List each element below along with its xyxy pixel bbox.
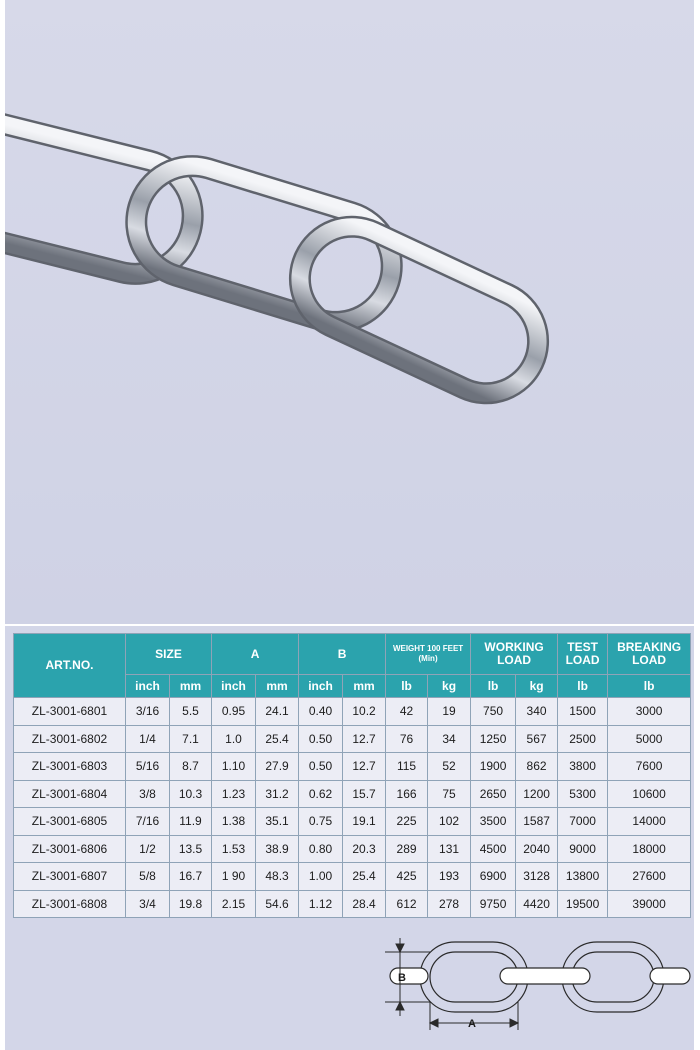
table-cell: 28.4 (343, 890, 386, 918)
table-cell: 2650 (471, 780, 516, 808)
working-load-line2: LOAD (497, 653, 532, 667)
test-load-line2: LOAD (565, 653, 600, 667)
table-cell: 1/2 (126, 835, 170, 863)
table-cell: 278 (428, 890, 471, 918)
table-cell: 5.5 (170, 698, 212, 726)
table-cell: 5300 (558, 780, 608, 808)
table-cell: 1587 (516, 808, 558, 836)
table-cell: 750 (471, 698, 516, 726)
unit-header: kg (428, 675, 471, 698)
chain-links-image (5, 0, 694, 624)
table-cell: 102 (428, 808, 471, 836)
table-cell: 2500 (558, 725, 608, 753)
table-cell: 612 (386, 890, 428, 918)
table-cell: 3128 (516, 863, 558, 891)
table-cell: 9000 (558, 835, 608, 863)
table-cell: 25.4 (343, 863, 386, 891)
dimension-b-label: B (398, 972, 406, 984)
table-cell: 35.1 (256, 808, 299, 836)
table-cell: 0.40 (299, 698, 343, 726)
unit-header: lb (471, 675, 516, 698)
unit-header: mm (256, 675, 299, 698)
table-cell: 3800 (558, 753, 608, 781)
chain-link-right (283, 210, 555, 411)
table-cell: 14000 (608, 808, 691, 836)
table-cell: 3/16 (126, 698, 170, 726)
art-no-cell: ZL-3001-6801 (14, 698, 126, 726)
table-cell: 39000 (608, 890, 691, 918)
table-cell: 18000 (608, 835, 691, 863)
table-cell: 0.80 (299, 835, 343, 863)
table-cell: 0.62 (299, 780, 343, 808)
table-cell: 10600 (608, 780, 691, 808)
table-row (14, 863, 691, 891)
table-cell: 1.12 (299, 890, 343, 918)
spec-table (13, 633, 691, 918)
art-no-cell: ZL-3001-6804 (14, 780, 126, 808)
table-cell: 15.7 (343, 780, 386, 808)
weight-header-line1: WEIGHT 100 FEET (392, 644, 464, 653)
table-cell: 0.95 (212, 698, 256, 726)
size-header: SIZE (126, 634, 212, 675)
table-cell: 19.8 (170, 890, 212, 918)
table-body (14, 698, 691, 918)
art-no-header: ART.NO. (14, 634, 126, 698)
table-cell: 7.1 (170, 725, 212, 753)
table-cell: 0.50 (299, 725, 343, 753)
table-cell: 3500 (471, 808, 516, 836)
table-cell: 31.2 (256, 780, 299, 808)
table-cell: 10.3 (170, 780, 212, 808)
table-cell: 10.2 (343, 698, 386, 726)
header-row (14, 634, 691, 675)
breaking-load-line1: BREAKING (617, 640, 682, 654)
table-cell: 1900 (471, 753, 516, 781)
table-cell: 3000 (608, 698, 691, 726)
unit-header: lb (386, 675, 428, 698)
working-load-line1: WORKING (484, 640, 544, 654)
table-cell: 0.50 (299, 753, 343, 781)
table-cell: 0.75 (299, 808, 343, 836)
table-cell: 5/16 (126, 753, 170, 781)
table-cell: 34 (428, 725, 471, 753)
art-no-cell: ZL-3001-6805 (14, 808, 126, 836)
diagram-connector-links (390, 968, 690, 984)
table-cell: 13.5 (170, 835, 212, 863)
table-cell: 8.7 (170, 753, 212, 781)
table-cell: 6900 (471, 863, 516, 891)
table-cell: 19500 (558, 890, 608, 918)
table-cell: 16.7 (170, 863, 212, 891)
table-cell: 5/8 (126, 863, 170, 891)
chain-link-middle (122, 152, 405, 336)
table-cell: 54.6 (256, 890, 299, 918)
table-row (14, 698, 691, 726)
test-load-line1: TEST (567, 640, 598, 654)
table-cell: 7000 (558, 808, 608, 836)
art-no-cell: ZL-3001-6803 (14, 753, 126, 781)
table-cell: 7600 (608, 753, 691, 781)
table-cell: 115 (386, 753, 428, 781)
table-cell: 27600 (608, 863, 691, 891)
table-cell: 52 (428, 753, 471, 781)
table-cell: 5000 (608, 725, 691, 753)
table-cell: 27.9 (256, 753, 299, 781)
a-header: A (212, 634, 299, 675)
table-cell: 1200 (516, 780, 558, 808)
table-cell: 24.1 (256, 698, 299, 726)
unit-header: inch (212, 675, 256, 698)
table-cell: 12.7 (343, 725, 386, 753)
b-header: B (299, 634, 386, 675)
table-row (14, 890, 691, 918)
table-row (14, 808, 691, 836)
table-cell: 76 (386, 725, 428, 753)
table-cell: 1.10 (212, 753, 256, 781)
test-load-header (558, 634, 608, 675)
table-cell: 1.00 (299, 863, 343, 891)
table-row (14, 835, 691, 863)
art-no-cell: ZL-3001-6808 (14, 890, 126, 918)
breaking-load-header (608, 634, 691, 675)
table-cell: 12.7 (343, 753, 386, 781)
table-cell: 1250 (471, 725, 516, 753)
table-cell: 38.9 (256, 835, 299, 863)
table-cell: 4420 (516, 890, 558, 918)
working-load-header (471, 634, 558, 675)
unit-header: kg (516, 675, 558, 698)
chain-link-left (5, 109, 205, 286)
table-cell: 7/16 (126, 808, 170, 836)
dimension-a-label: A (468, 1018, 476, 1030)
table-row (14, 753, 691, 781)
table-cell: 1500 (558, 698, 608, 726)
table-cell: 1.38 (212, 808, 256, 836)
unit-header: mm (343, 675, 386, 698)
table-cell: 19 (428, 698, 471, 726)
table-cell: 19.1 (343, 808, 386, 836)
art-no-cell: ZL-3001-6802 (14, 725, 126, 753)
chain-photo (5, 0, 694, 624)
table-cell: 25.4 (256, 725, 299, 753)
table-cell: 425 (386, 863, 428, 891)
art-no-cell: ZL-3001-6806 (14, 835, 126, 863)
table-cell: 225 (386, 808, 428, 836)
table-cell: 48.3 (256, 863, 299, 891)
table-cell: 131 (428, 835, 471, 863)
table-cell: 862 (516, 753, 558, 781)
table-cell: 4500 (471, 835, 516, 863)
breaking-load-line2: LOAD (632, 653, 667, 667)
table-cell: 11.9 (170, 808, 212, 836)
table-cell: 166 (386, 780, 428, 808)
table-cell: 20.3 (343, 835, 386, 863)
table-cell: 567 (516, 725, 558, 753)
unit-header: lb (608, 675, 691, 698)
table-cell: 1.0 (212, 725, 256, 753)
table-cell: 1.53 (212, 835, 256, 863)
table-cell: 2.15 (212, 890, 256, 918)
table-cell: 1.23 (212, 780, 256, 808)
weight-header-line2: (Min) (418, 654, 438, 663)
unit-header: inch (299, 675, 343, 698)
table-cell: 1/4 (126, 725, 170, 753)
table-cell: 1 90 (212, 863, 256, 891)
table-cell: 75 (428, 780, 471, 808)
unit-header: lb (558, 675, 608, 698)
table-cell: 3/4 (126, 890, 170, 918)
table-cell: 2040 (516, 835, 558, 863)
table-cell: 3/8 (126, 780, 170, 808)
table-row (14, 780, 691, 808)
unit-header: mm (170, 675, 212, 698)
table-row (14, 725, 691, 753)
art-no-cell: ZL-3001-6807 (14, 863, 126, 891)
table-cell: 9750 (471, 890, 516, 918)
table-cell: 42 (386, 698, 428, 726)
chain-dimension-diagram (380, 930, 695, 1040)
unit-header: inch (126, 675, 170, 698)
table-cell: 13800 (558, 863, 608, 891)
table-cell: 193 (428, 863, 471, 891)
weight-header (386, 634, 471, 675)
table-cell: 289 (386, 835, 428, 863)
table-cell: 340 (516, 698, 558, 726)
